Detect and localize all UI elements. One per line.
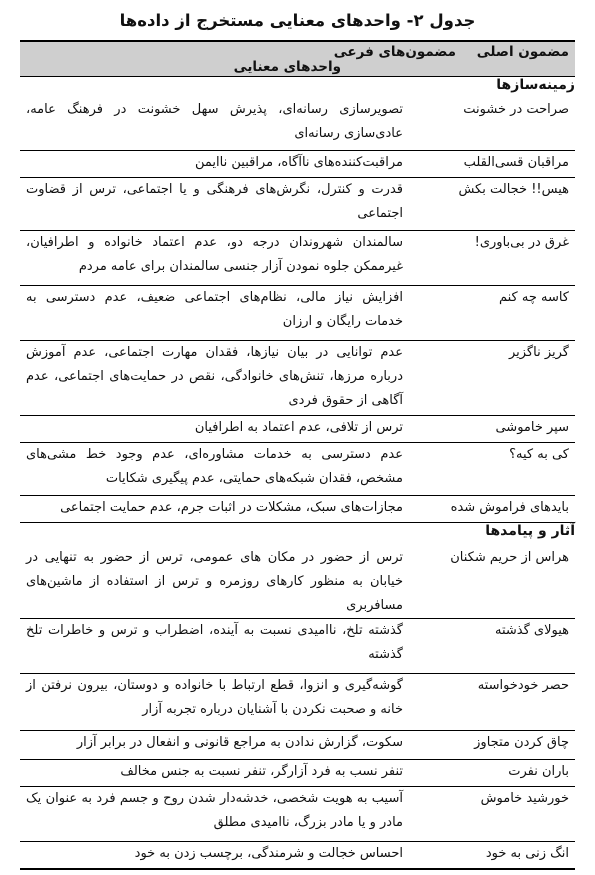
- semantic-units-cell: تنفر نسب به فرد آزارگر، تنفر نسبت به جنس مخالف: [120, 764, 403, 779]
- semantic-units-cell: قدرت و کنترل، نگرش‌های فرهنگی و یا اجتماعی، ترس از قضاوت اجتماعی: [26, 182, 403, 221]
- semantic-units-cell: گذشته تلخ، ناامیدی نسبت به آینده، اضطراب و ترس و خاطرات تلخ گذشته: [26, 623, 403, 662]
- sub-theme-cell: کاسه چه کنم: [498, 290, 569, 305]
- semantic-units-cell: ترس از تلافی، عدم اعتماد به اطرافیان: [194, 420, 403, 435]
- header-row-1: [334, 44, 569, 61]
- header-sub-themes: مضمون‌های فرعی: [333, 44, 457, 60]
- sub-theme-cell: هیس!! خجالت بکش: [458, 182, 569, 197]
- semantic-units-cell: مجازات‌های سبک، مشکلات در اثبات جرم، عدم حمایت اجتماعی: [60, 500, 403, 515]
- table-row: [20, 546, 575, 619]
- sub-theme-cell: انگ زنی به خود: [485, 846, 569, 861]
- table-row: [20, 674, 575, 731]
- table-row: [20, 178, 575, 231]
- table-row: [20, 231, 575, 286]
- table-row: [20, 787, 575, 842]
- semantic-units-cell: عدم دسترسی به خدمات مشاوره‌ای، عدم وجود خط مشی‌های مشخص، فقدان شبکه‌های حمایتی، عدم پیگیری شکایات: [26, 447, 403, 486]
- table-row: [20, 619, 575, 674]
- sub-theme-cell: خورشید خاموش: [480, 791, 569, 806]
- table-row: [20, 496, 575, 523]
- table-row: [20, 842, 575, 870]
- sub-theme-cell: غرق در بی‌باوری!: [474, 235, 569, 250]
- sub-theme-cell: باران نفرت: [508, 764, 569, 779]
- sub-theme-cell: بایدهای فراموش شده: [450, 500, 569, 515]
- semantic-units-cell: مراقبت‌کننده‌های ناآگاه، مراقبین ناایمن: [195, 155, 403, 170]
- table-row: [20, 151, 575, 178]
- semantic-units-cell: افزایش نیاز مالی، نظام‌های اجتماعی ضعیف، عدم دسترسی به خدمات رایگان و ارزان: [26, 290, 403, 329]
- table-row: [20, 341, 575, 416]
- table-row: [20, 416, 575, 443]
- semantic-units-cell: ترس از حضور در مکان های عمومی، ترس از حضور به تنهایی در خیابان به منظور کارهای روزمره و ترس از استفاده از ماشین‌های مسافربری: [26, 550, 403, 613]
- sub-theme-cell: چاق کردن متجاوز: [474, 735, 569, 750]
- table-row: [20, 760, 575, 787]
- sub-theme-cell: کی به کیه؟: [509, 447, 569, 462]
- semantic-units-cell: عدم توانایی در بیان نیازها، فقدان مهارت اجتماعی، عدم آموزش درباره مرزها، تنش‌های خانوادگی، نقص در حمایت‌های اجتماعی، عدم آگاهی از حقوق فردی: [26, 345, 403, 408]
- table-title: جدول ۲- واحدهای معنایی مستخرج از داده‌ها: [119, 11, 476, 30]
- sub-theme-cell: هراس از حریم شکنان: [450, 550, 569, 565]
- header-semantic-units: واحدهای معنایی: [233, 59, 341, 75]
- sub-theme-cell: حصر خودخواسته: [477, 678, 569, 693]
- table-row: [20, 443, 575, 496]
- semantic-units-cell: سکوت، گزارش ندادن به مراجع قانونی و انفعال در برابر آزار: [76, 735, 403, 750]
- sub-theme-cell: هیولای گذشته: [494, 623, 569, 638]
- sub-theme-cell: گریز ناگزیر: [508, 345, 569, 360]
- semantic-units-cell: سالمندان شهروندان درجه دو، عدم اعتماد خانواده و اطرافیان، غیرممکن جلوه نمودن آزار جنسی سالمندان برای عامه مردم: [26, 235, 403, 274]
- semantic-units-cell: احساس خجالت و شرمندگی، برچسب زدن به خود: [134, 846, 403, 861]
- section-heading: زمینه‌سازها: [496, 77, 575, 93]
- table-row: [20, 731, 575, 760]
- table-header: [20, 40, 575, 77]
- table-row: [20, 286, 575, 341]
- sub-theme-cell: صراحت در خشونت: [463, 102, 569, 117]
- semantic-units-cell: تصویرسازی رسانه‌ای، پذیرش سهل خشونت در فرهنگ عامه، عادی‌سازی رسانه‌ای: [26, 102, 403, 141]
- section-heading: آثار و پیامدها: [485, 523, 575, 539]
- header-main-theme: مضمون اصلی: [476, 44, 569, 60]
- table-row: [20, 98, 575, 151]
- semantic-units-cell: آسیب به هویت شخصی، خدشه‌دار شدن روح و جسم فرد به عنوان یک مادر و یا مادر بزرگ، ناامیدی مطلق: [26, 791, 403, 830]
- sub-theme-cell: سپر خاموشی: [495, 420, 569, 435]
- sub-theme-cell: مراقبان قسی‌القلب: [463, 155, 569, 170]
- semantic-units-cell: گوشه‌گیری و انزوا، قطع ارتباط با خانواده و دوستان، بیرون نرفتن از خانه و صحبت نکردن با آشنایان درباره تجربه آزار: [26, 678, 403, 717]
